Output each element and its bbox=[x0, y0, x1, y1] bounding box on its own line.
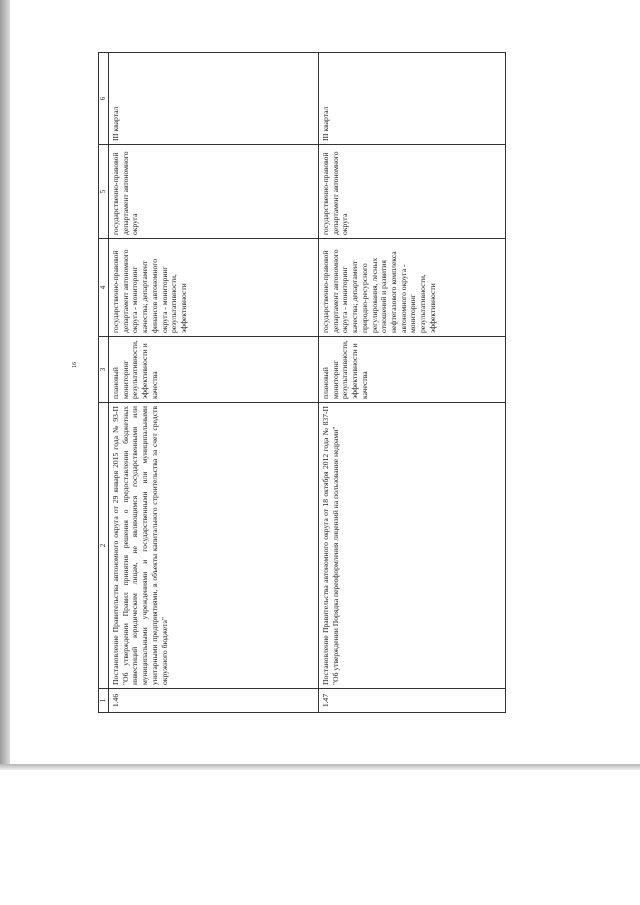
table-row bbox=[319, 53, 506, 713]
scan-bottom-shadow bbox=[0, 764, 640, 770]
column-header: 4 bbox=[99, 239, 109, 337]
row-number: 1.47 bbox=[319, 689, 506, 713]
column-header: 2 bbox=[99, 403, 109, 689]
monitoring-type: плановый мониторинг результативности, эффективности и качества bbox=[319, 337, 506, 403]
scan-edge-shadow bbox=[0, 0, 10, 766]
column-header: 1 bbox=[99, 689, 109, 713]
column-header: 5 bbox=[99, 145, 109, 239]
rotated-table-container bbox=[98, 53, 498, 713]
monitoring-plan-table bbox=[98, 52, 506, 713]
deadline: III квартал bbox=[109, 53, 319, 145]
document-title: Постановление Правительства автономного округа от 18 октября 2012 года № 837-П "Об утверждении Порядка переоформления лицензий на пользование недрами" bbox=[319, 403, 506, 689]
table-header-row bbox=[99, 53, 109, 713]
document-title: Постановление Правительства автономного округа от 29 января 2015 года № 93-П "Об утверждении Правил принятия решения о предоставлении бюджетных инвестиций юридическим лицам, не являющимся государственными или муниципальными учреждениями и государственными или муниципальными унитарными предприятиями, в объекты капитального строительства за счет средств окружного бюджета" bbox=[109, 403, 319, 689]
row-number: 1.46 bbox=[109, 689, 319, 713]
executors: государственно-правовой департамент автономного округа - мониторинг качества; департамент природно-ресурсного регулирования, лесных отношений и развития нефтегазового комплекса автономного округа - мониторинг результативности, эффективности bbox=[319, 239, 506, 337]
monitoring-type: плановый мониторинг результативности, эффективности и качества bbox=[109, 337, 319, 403]
column-header: 6 bbox=[99, 53, 109, 145]
responsible-department: государственно-правовой департамент автономного округа bbox=[109, 145, 319, 239]
executors: государственно-правовой департамент автономного округа - мониторинг качества; департамент финансов автономного округа - мониторинг результативности, эффективности bbox=[109, 239, 319, 337]
table-row bbox=[109, 53, 319, 713]
deadline: III квартал bbox=[319, 53, 506, 145]
responsible-department: государственно-правовой департамент автономного округа bbox=[319, 145, 506, 239]
column-header: 3 bbox=[99, 337, 109, 403]
page-number: 16 bbox=[72, 362, 78, 368]
